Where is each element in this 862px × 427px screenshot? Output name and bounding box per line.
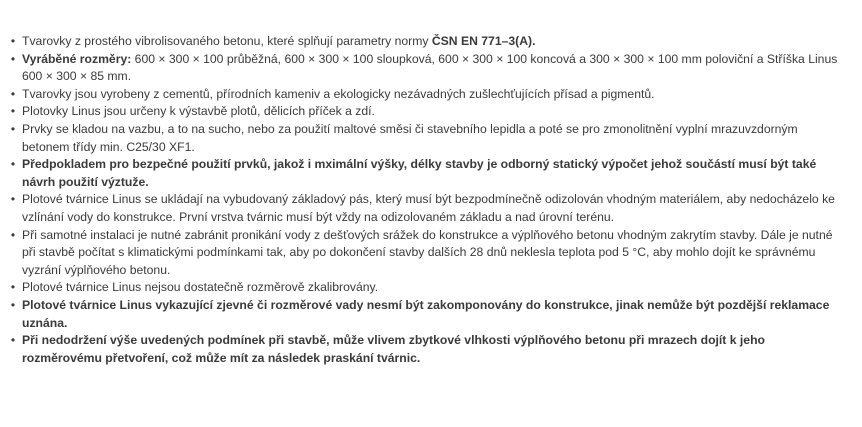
- list-item: [6, 156, 842, 191]
- list-item: [6, 86, 842, 104]
- list-item: [6, 33, 842, 51]
- list-item: [6, 103, 842, 121]
- bullet-icon: •: [10, 333, 16, 348]
- list-item: [6, 297, 842, 332]
- bullet-icon: •: [10, 121, 16, 136]
- item-text: Prvky se kladou na vazbu, a to na sucho, nebo za použití maltové směsi či stavebního lepidla a poté se pro zmonolitnění vyplní mrazuvzdorným betonem třídy min. C25/30 XF1.: [22, 121, 798, 154]
- bullet-icon: •: [10, 51, 16, 66]
- item-text: Tvarovky jsou vyrobeny z cementů, přírodních kameniv a ekologicky nezávadných zušlechťujících přísad a pigmentů.: [22, 86, 655, 101]
- bullet-icon: •: [10, 192, 16, 207]
- list-item: [6, 227, 842, 280]
- item-text-bold: Předpokladem pro bezpečné použití prvků, jakož i mximální výšky, délky stavby je odborný statický výpočet jehož součástí musí být také návrh použití výztuže.: [22, 157, 817, 189]
- bullet-icon: •: [10, 104, 16, 119]
- item-text: Tvarovky z prostého vibrolisovaného betonu, které splňují parametry normy: [22, 34, 432, 48]
- item-text-bold: Plotové tvárnice Linus vykazující zjevné či rozměrové vady nesmí být zakomponovány do konstrukce, jinak nemůže být pozdější reklamace uznána.: [22, 297, 830, 330]
- list-item: [6, 121, 842, 156]
- bullet-icon: •: [10, 280, 16, 295]
- item-text: Plotovky Linus jsou určeny k výstavbě plotů, dělicích příček a zdí.: [22, 104, 375, 119]
- bullet-icon: •: [10, 157, 16, 172]
- item-text-bold: ČSN EN 771–3(A).: [431, 34, 536, 48]
- item-text: 600 × 300 × 100 průběžná, 600 × 300 × 100 sloupková, 600 × 300 × 100 koncová a 300 × 300 × 100 mm poloviční a Stříška Linus 600 × 300 × 85 mm.: [22, 51, 838, 84]
- item-text: Při samotné instalaci je nutné zabránit pronikání vody z dešťových srážek do konstrukce a výplňového betonu vhodným zakrytím stavby. Dále je nutné při stavbě počítat s klimatickými podmínkami tak, aby po dokončení stavby dalších 28 dnů neklesla teplota pod 5 °C, aby mohlo dojít ke správnému vyzrání výplňového betonu.: [22, 227, 833, 277]
- spec-bullet-list: [6, 33, 842, 367]
- list-item: [6, 51, 842, 86]
- bullet-icon: •: [10, 34, 16, 48]
- bullet-icon: •: [10, 86, 16, 101]
- item-text-bold: Vyráběné rozměry:: [22, 51, 132, 66]
- list-item: [6, 332, 842, 367]
- bullet-icon: •: [10, 227, 16, 242]
- bullet-icon: •: [10, 297, 16, 312]
- item-text: Plotové tvárnice Linus se ukládají na vybudovaný základový pás, který musí být bezpodmínečně odizolován vhodným materiálem, aby nedocházelo ke vzlínání vody do konstrukce. První vrstva tvárnic musí být vždy na odizolovaném základu a nad úrovní terénu.: [22, 192, 835, 224]
- list-item: [6, 191, 842, 226]
- item-text-bold: Při nedodržení výše uvedených podmínek při stavbě, může vlivem zbytkové vlhkosti výplňového betonu při mrazech dojít k jeho rozměrovému přetvoření, což může mít za následek praskání tvárnic.: [22, 333, 765, 365]
- list-item: [6, 279, 842, 297]
- item-text: Plotové tvárnice Linus nejsou dostatečně rozměrově zkalibrovány.: [22, 280, 379, 295]
